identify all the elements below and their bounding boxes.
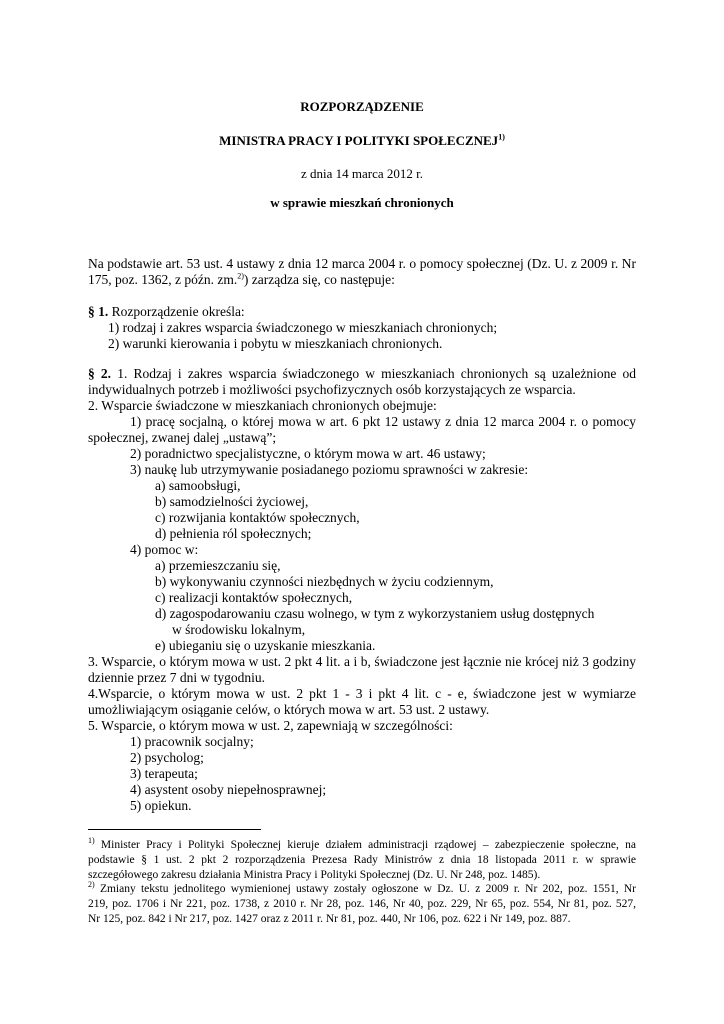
section-2-item-2: 2) poradnictwo specjalistyczne, o którym mowa w art. 46 ustawy;: [130, 446, 486, 461]
section-2-para-5-item-1: 1) pracownik socjalny;: [130, 734, 254, 749]
footnote-1-line-2: podstawie § 1 ust. 2 pkt 2 rozporządzenia Prezesa Rady Ministrów z dnia 18 listopada 2011 r. w sprawie: [88, 854, 636, 866]
section-2-para-3-line-2: dziennie przez 7 dni w tygodniu.: [88, 670, 265, 685]
section-2-para-4-line-1: 4.Wsparcie, o którym mowa w ust. 2 pkt 1 - 3 i pkt 4 lit. c - e, świadczone jest w wymiarze: [88, 686, 636, 701]
section-1-mark: § 1.: [88, 304, 109, 319]
footnote-ref-1: 1): [498, 132, 505, 142]
section-2-item-3a: a) samoobsługi,: [155, 478, 241, 493]
footnote-2-line-2: 219, poz. 1706 i Nr 221, poz. 1738, z 2010 r. Nr 28, poz. 146, Nr 40, poz. 229, Nr 65, poz. 554, Nr 81, poz. 527,: [88, 898, 636, 910]
section-2-para-3-line-1: 3. Wsparcie, o którym mowa w ust. 2 pkt 4 lit. a i b, świadczone jest łącznie nie krócej niż 3 godziny: [88, 654, 636, 669]
issuer-text: MINISTRA PRACY I POLITYKI SPOŁECZNEJ: [219, 133, 499, 148]
document-subject: w sprawie mieszkań chronionych: [270, 195, 454, 210]
section-2-item-1-line-1: 1) pracę socjalną, o której mowa w art. 6 pkt 12 ustawy z dnia 12 marca 2004 r. o pomocy: [130, 414, 636, 429]
footnote-2-text: Zmiany tekstu jednolitego wymienionej ustawy zostały ogłoszone w Dz. U. z 2009 r. Nr 202, poz. 1551, Nr: [94, 883, 636, 895]
section-2-para-5: 5. Wsparcie, o którym mowa w ust. 2, zapewniają w szczególności:: [88, 718, 453, 733]
section-2-para-1-line-2: indywidualnych potrzeb i możliwości psychofizycznych osób korzystających ze wsparcia.: [88, 382, 576, 397]
section-2-para-2: 2. Wsparcie świadczone w mieszkaniach chronionych obejmuje:: [88, 398, 437, 413]
footnote-1-text: Minister Pracy i Polityki Społecznej kieruje działem administracji rządowej – zabezpieczenie społeczne, na: [94, 839, 636, 851]
section-2-item-4d-line-2: w środowisku lokalnym,: [172, 622, 306, 637]
footnote-1-line-1: [88, 838, 636, 853]
footnote-2-marker: 2): [88, 880, 95, 890]
preamble-text-b: ) zarządza się, co następuje:: [243, 272, 395, 287]
section-2-para-5-item-3: 3) terapeuta;: [130, 766, 198, 781]
section-1-intro-text: Rozporządzenie określa:: [108, 304, 245, 319]
section-2-item-4b: b) wykonywaniu czynności niezbędnych w życiu codziennym,: [155, 574, 494, 589]
section-2-item-4c: c) realizacji kontaktów społecznych,: [155, 590, 353, 605]
section-2-para-5-item-2: 2) psycholog;: [130, 750, 204, 765]
section-2-item-1-line-2: społecznej, zwanej dalej „ustawą”;: [88, 430, 277, 445]
footnote-ref-2: 2): [237, 271, 244, 281]
section-2-item-4a: a) przemieszczaniu się,: [155, 558, 281, 573]
document-date: z dnia 14 marca 2012 r.: [300, 166, 423, 181]
section-1-item-2: 2) warunki kierowania i pobytu w mieszkaniach chronionych.: [108, 336, 443, 351]
footnote-1-line-3: szczegółowego zakresu działania Ministra Pracy i Polityki Społecznej (Dz. U. Nr 248, poz. 1485).: [88, 869, 541, 881]
footnote-separator: [88, 829, 261, 830]
section-2-para-5-item-5: 5) opiekun.: [130, 798, 192, 813]
section-2-item-4e: e) ubieganiu się o uzyskanie mieszkania.: [155, 638, 376, 653]
section-2-item-3c: c) rozwijania kontaktów społecznych,: [155, 510, 360, 525]
section-2-item-3d: d) pełnienia ról społecznych;: [155, 526, 312, 541]
section-1-intro: [88, 304, 245, 320]
section-2-para-1-text: 1. Rodzaj i zakres wsparcia świadczonego w mieszkaniach chronionych są uzależnione od: [111, 366, 636, 381]
section-2-item-3: 3) naukę lub utrzymywanie posiadanego poziomu sprawności w zakresie:: [130, 462, 529, 477]
section-2-item-4: 4) pomoc w:: [130, 542, 199, 557]
preamble-text-a: 175, poz. 1362, z późn. zm.: [88, 272, 238, 287]
document-title: ROZPORZĄDZENIE: [300, 99, 424, 114]
footnote-2-line-3: Nr 125, poz. 842 i Nr 217, poz. 1427 oraz z 2011 r. Nr 81, poz. 440, Nr 106, poz. 622 i Nr 149, poz. 887.: [88, 913, 571, 925]
preamble-line-2: [88, 272, 395, 288]
section-2-para-4-line-2: umożliwiającym osiąganie celów, o których mowa w art. 53 ust. 2 ustawy.: [88, 702, 490, 717]
section-2-para-1-line-1: [88, 366, 636, 382]
section-1-item-1: 1) rodzaj i zakres wsparcia świadczonego w mieszkaniach chronionych;: [108, 320, 498, 335]
section-2-item-3b: b) samodzielności życiowej,: [155, 494, 309, 509]
issuer-line: [0, 133, 724, 149]
section-2-mark: § 2.: [88, 366, 112, 381]
footnote-2-line-1: [88, 882, 636, 897]
preamble-line-1: Na podstawie art. 53 ust. 4 ustawy z dnia 12 marca 2004 r. o pomocy społecznej (Dz. U. z 2009 r. Nr: [88, 256, 636, 271]
section-2-para-5-item-4: 4) asystent osoby niepełnosprawnej;: [130, 782, 327, 797]
section-2-item-4d-line-1: d) zagospodarowaniu czasu wolnego, w tym z wykorzystaniem usług dostępnych: [155, 606, 595, 621]
footnote-1-marker: 1): [88, 836, 95, 846]
